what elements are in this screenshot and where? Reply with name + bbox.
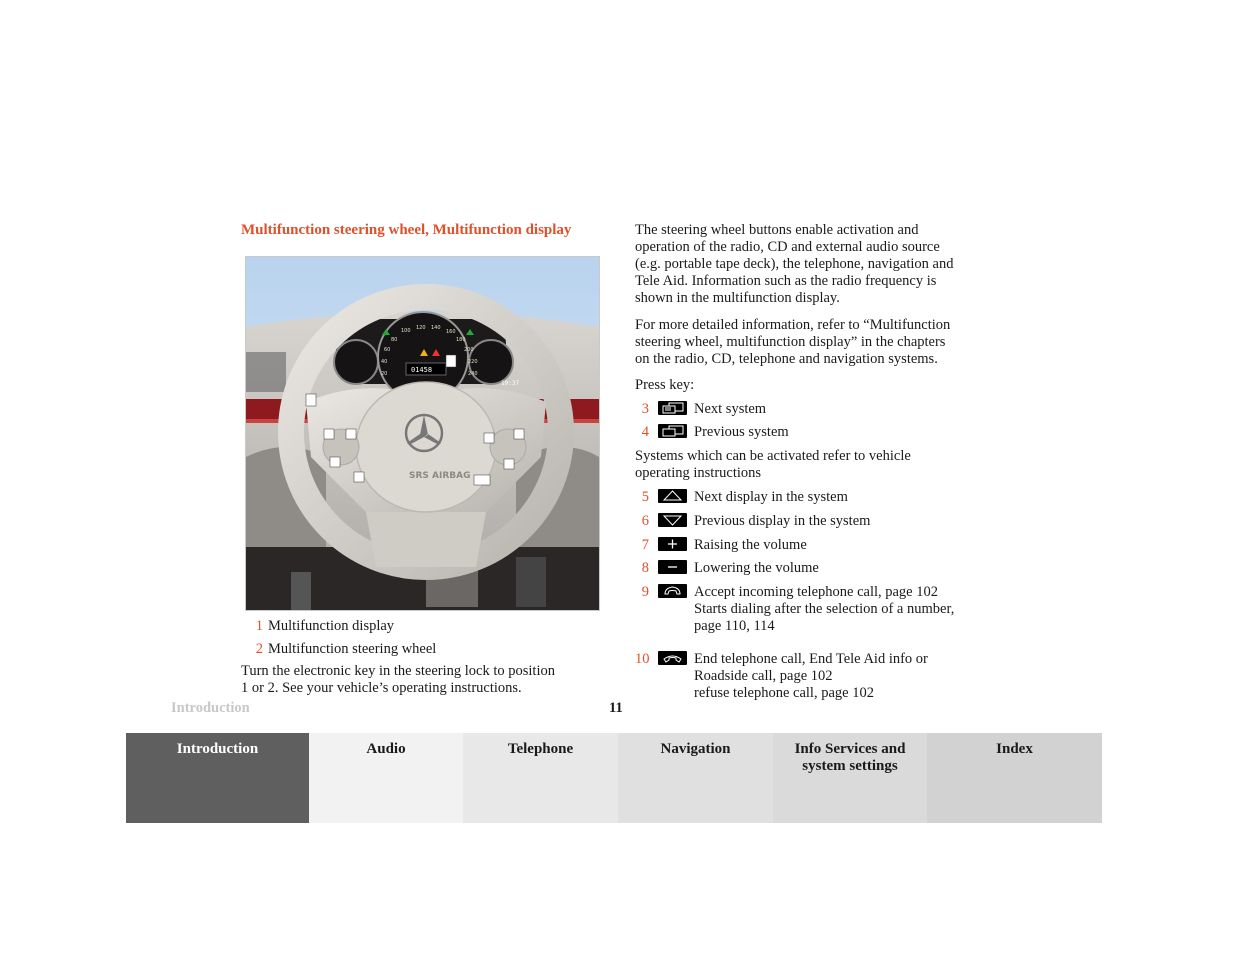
key-number: 8 bbox=[641, 560, 649, 576]
phone-end-icon bbox=[658, 651, 687, 665]
srs-airbag-label: SRS AIRBAG bbox=[409, 471, 471, 481]
intro-paragraph: The steering wheel buttons enable activation and operation of the radio, CD and external audio source (e.g. portable tape deck), the telephone, navigation and Tele Aid. Information such as the radio frequency is shown in the multifunction display. bbox=[635, 222, 954, 306]
speedo-tick-label: 240 bbox=[468, 371, 478, 377]
reference-paragraph: For more detailed information, refer to “Multifunction steering wheel, multifunction display” in the chapters on the radio, CD, telephone and navigation systems. bbox=[635, 317, 951, 367]
key-number: 9 bbox=[641, 584, 649, 600]
press-key-label: Press key: bbox=[635, 377, 695, 393]
steering-wheel-figure bbox=[245, 256, 600, 611]
key-description: Previous display in the system bbox=[694, 513, 871, 529]
tab-telephone[interactable]: Telephone bbox=[463, 733, 618, 823]
key-number: 6 bbox=[641, 513, 649, 529]
previous-system-icon bbox=[658, 424, 687, 438]
speedo-tick-label: 80 bbox=[391, 337, 398, 343]
minus-icon bbox=[658, 560, 687, 574]
key-description: Previous system bbox=[694, 424, 789, 440]
page-number: 11 bbox=[609, 700, 623, 716]
speedo-tick-label: 100 bbox=[401, 328, 411, 334]
speedo-tick-label: 200 bbox=[464, 347, 474, 353]
speedo-tick-label: 60 bbox=[384, 347, 391, 353]
tab-index[interactable]: Index bbox=[927, 733, 1102, 823]
next-system-icon bbox=[658, 401, 687, 415]
caption-number: 1 bbox=[255, 618, 263, 634]
key-number: 5 bbox=[641, 489, 649, 505]
down-arrow-icon bbox=[658, 513, 687, 527]
caption-1 bbox=[241, 618, 394, 635]
key-description: Lowering the volume bbox=[694, 560, 819, 576]
speedo-tick-label: 20 bbox=[381, 371, 388, 377]
caption-text: Multifunction display bbox=[268, 618, 395, 634]
phone-accept-icon bbox=[658, 584, 687, 598]
odometer-display: 01458 bbox=[411, 366, 433, 374]
speedo-tick-label: 40 bbox=[381, 359, 388, 365]
key-number: 10 bbox=[635, 651, 650, 667]
ignition-instruction: Turn the electronic key in the steering lock to position 1 or 2. See your vehicle’s operating instructions. bbox=[241, 663, 555, 696]
systems-note: Systems which can be activated refer to vehicle operating instructions bbox=[635, 448, 911, 481]
speedo-tick-label: 120 bbox=[416, 325, 426, 331]
caption-number: 2 bbox=[255, 641, 263, 657]
key-description: Raising the volume bbox=[694, 537, 807, 553]
chapter-tabs bbox=[126, 733, 1102, 823]
caption-text: Multifunction steering wheel bbox=[268, 641, 437, 657]
key-description: Accept incoming telephone call, page 102 Starts dialing after the selection of a number, page 110, 114 bbox=[694, 584, 955, 634]
key-number: 7 bbox=[641, 537, 649, 553]
time-display: 19:37 bbox=[501, 380, 520, 387]
plus-icon bbox=[658, 537, 687, 551]
footer-section-label: Introduction bbox=[171, 700, 250, 716]
tab-introduction[interactable]: Introduction bbox=[126, 733, 309, 823]
speedo-tick-label: 160 bbox=[446, 329, 456, 335]
up-arrow-icon bbox=[658, 489, 687, 503]
key-description: Next system bbox=[694, 401, 767, 417]
section-heading: Multifunction steering wheel, Multifunction display bbox=[241, 222, 572, 238]
steering-wheel-illustration bbox=[246, 257, 599, 610]
speedo-tick-label: 180 bbox=[456, 337, 466, 343]
key-description: End telephone call, End Tele Aid info or Roadside call, page 102 refuse telephone call, page 102 bbox=[694, 651, 928, 701]
speedo-tick-label: 220 bbox=[468, 359, 478, 365]
caption-2 bbox=[241, 641, 436, 658]
speedo-tick-label: 140 bbox=[431, 325, 441, 331]
tab-navigation[interactable]: Navigation bbox=[618, 733, 773, 823]
tab-info-services[interactable]: Info Services and system settings bbox=[773, 733, 927, 823]
key-number: 4 bbox=[641, 424, 649, 440]
key-description: Next display in the system bbox=[694, 489, 848, 505]
key-number: 3 bbox=[641, 401, 649, 417]
tab-audio[interactable]: Audio bbox=[309, 733, 463, 823]
